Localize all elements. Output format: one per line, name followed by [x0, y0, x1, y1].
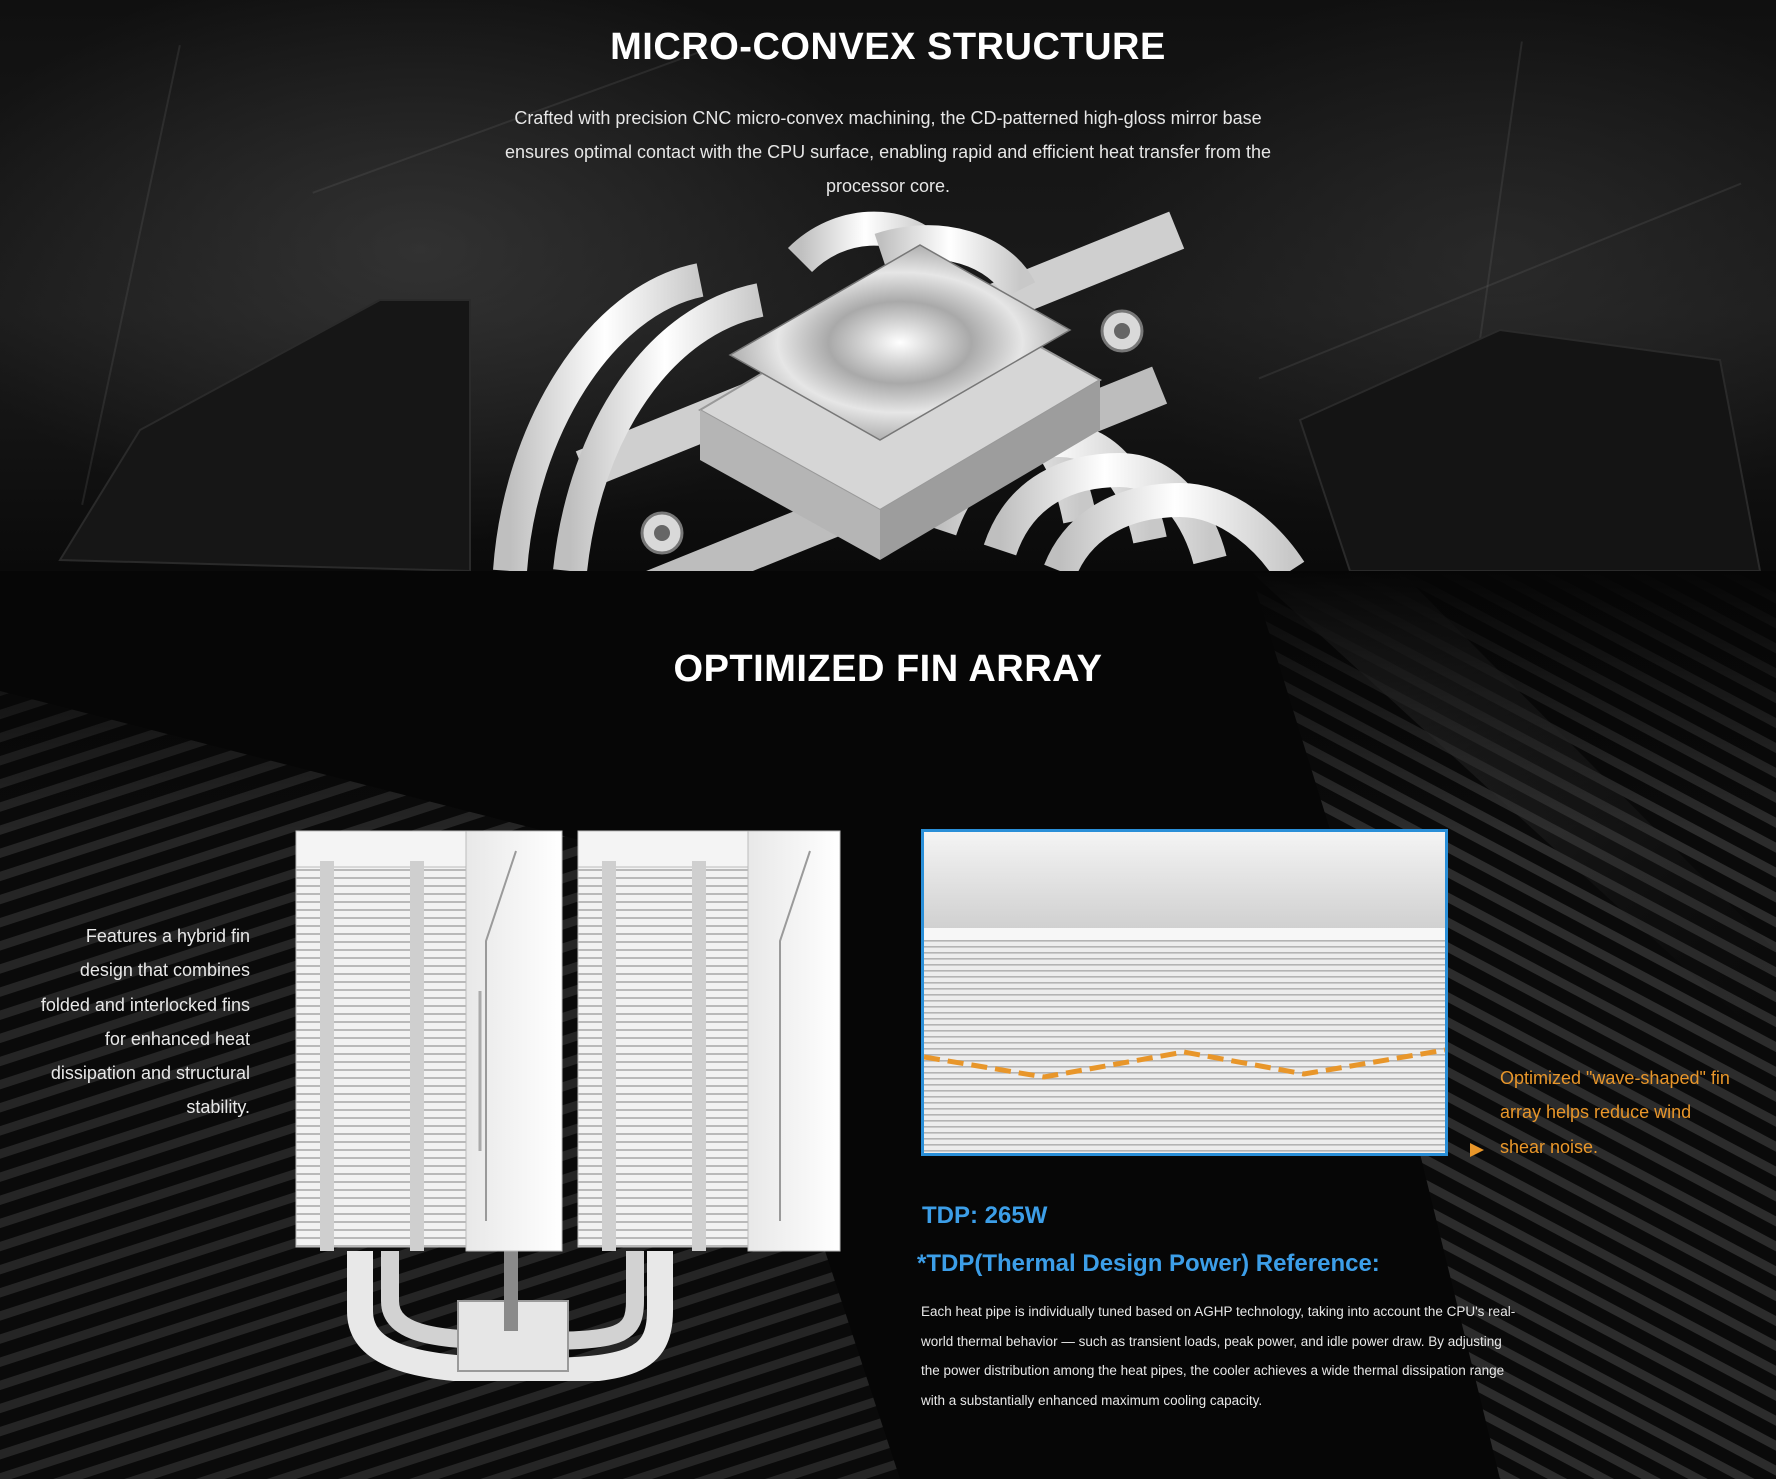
hybrid-fin-description: Features a hybrid fin design that combines folded and interlocked fins for enhanced heat dissipation and structural stability. [40, 926, 250, 1118]
wave-fin-detail-image [921, 829, 1448, 1156]
wave-fin-note: Optimized "wave-shaped" fin array helps reduce wind shear noise. [1500, 1068, 1730, 1157]
section-description: Crafted with precision CNC micro-convex machining, the CD-patterned high-gloss mirror base ensures optimal contact with the CPU surface, enabling rapid and efficient heat transfer from the processor core. [504, 108, 1272, 196]
fin-detail-illustration [924, 832, 1445, 1153]
fin-array-section [0, 571, 1776, 1479]
aghp-paragraph: Each heat pipe is individually tuned based on AGHP technology, taking into account the CPU's real-world thermal behavior — such as transient loads, peak power, and idle power draw. By adjusting the power distribution among the heat pipes, the cooler achieves a wide thermal dissipation range with a substantially enhanced maximum cooling capacity. [921, 1304, 1516, 1408]
tdp-reference-heading: *TDP(Thermal Design Power) Reference: [917, 1250, 1380, 1277]
section-title: MICRO-CONVEX STRUCTURE [610, 26, 1166, 68]
section-title: OPTIMIZED FIN ARRAY [673, 648, 1103, 690]
play-arrow-icon [1468, 1141, 1486, 1159]
cooler-side-view-image [290, 821, 850, 1381]
cooler-base-image [0, 0, 1776, 571]
tdp-value: TDP: 265W [922, 1202, 1048, 1229]
micro-convex-section [0, 0, 1776, 571]
